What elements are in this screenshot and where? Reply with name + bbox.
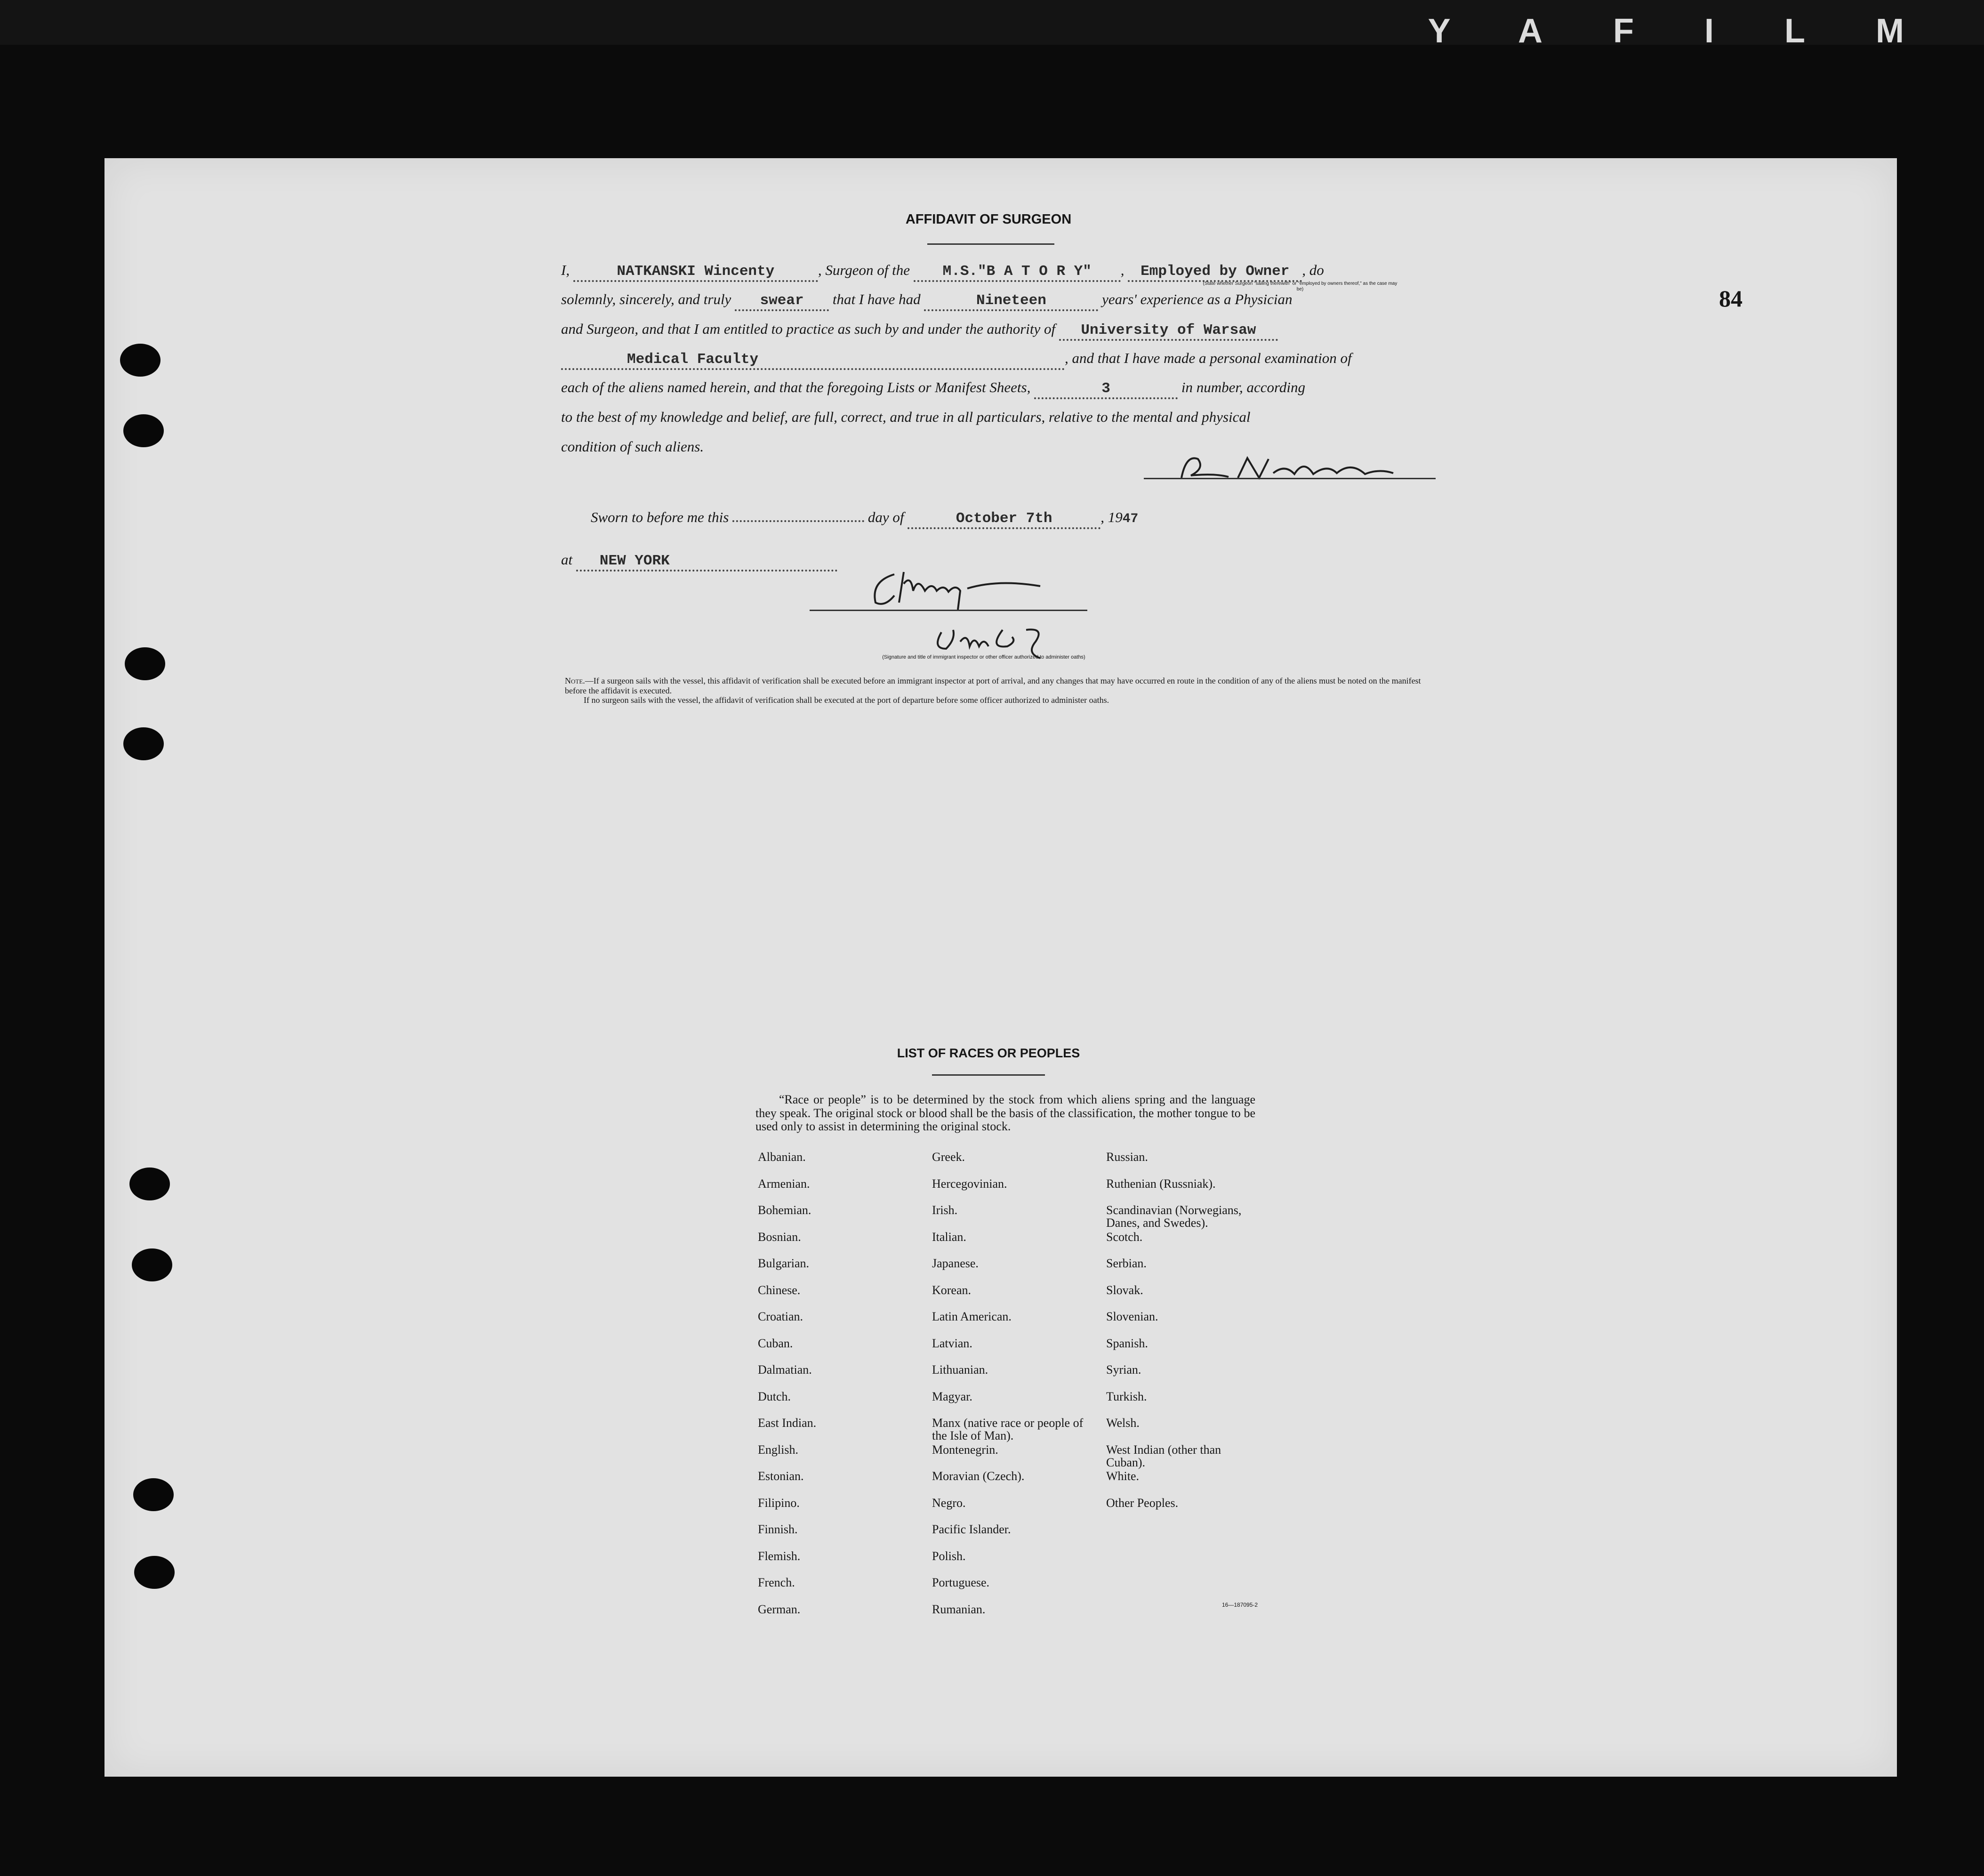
- race-entry: Estonian.: [758, 1469, 804, 1483]
- race-entry: Hercegovinian.: [932, 1176, 1007, 1191]
- race-entry: Albanian.: [758, 1150, 806, 1164]
- officer-signature: [866, 563, 1101, 614]
- race-entry: Turkish.: [1106, 1389, 1147, 1403]
- race-entry: East Indian.: [758, 1416, 817, 1430]
- vessel-name-field: M.S."B A T O R Y": [914, 263, 1121, 282]
- race-entry: Scandinavian (Norwegians, Danes, and Swedes).: [1106, 1203, 1242, 1230]
- officer-caption: (Signature and title of immigrant inspector or other officer authorized to administer oaths): [882, 654, 1085, 660]
- race-entry: Portuguese.: [932, 1576, 990, 1589]
- race-entry: Irish.: [932, 1203, 958, 1217]
- title-divider: [927, 243, 1054, 245]
- sworn-year: 47: [1122, 512, 1139, 526]
- punch-hole: [132, 1248, 172, 1281]
- affidavit-note: Note.—If a surgeon sails with the vessel, this affidavit of verification shall be executed before an immigrant inspector at port of arrival, and any changes that may have occurred en route in the condition of any of the aliens must be noted on the manifest before the affidavit is executed. If no surgeon sails with the vessel, the affidavit of verification shall be executed at the port of departure before some officer authorized to administer oaths.: [565, 676, 1421, 705]
- race-entry: Slovenian.: [1106, 1310, 1158, 1323]
- race-entry: Japanese.: [932, 1256, 979, 1270]
- affidavit-line-3: and Surgeon, and that I am entitled to practice as such by and under the authority of University of Warsaw: [561, 320, 1437, 341]
- race-entry: Welsh.: [1106, 1416, 1140, 1430]
- race-entry: Chinese.: [758, 1283, 801, 1297]
- race-entry: Moravian (Czech).: [932, 1469, 1025, 1483]
- punch-hole: [123, 727, 164, 760]
- race-entry: Flemish.: [758, 1549, 801, 1563]
- surgeon-signature: [1172, 450, 1436, 487]
- surgeon-name-field: NATKANSKI Wincenty: [573, 263, 818, 282]
- race-entry: Latvian.: [932, 1336, 972, 1350]
- experience-years-field: Nineteen: [924, 292, 1098, 311]
- race-entry: Dutch.: [758, 1389, 791, 1403]
- film-strip: [0, 0, 1984, 50]
- employment-hint: (State whether Surgeon "sailing therewith" or "employed by owners thereof," as the case may be): [1203, 281, 1398, 292]
- officer-signature-line: [810, 610, 1087, 611]
- races-intro: “Race or people” is to be determined by the stock from which aliens spring and the language they speak. The original stock or blood shall be the basis of the classification, the mother tongue to be used only to assist in determining the original stock.: [755, 1093, 1255, 1134]
- sworn-date-field: October 7th: [908, 510, 1100, 529]
- race-entry: Greek.: [932, 1150, 965, 1164]
- punch-hole: [134, 1556, 175, 1589]
- sworn-day-field: [732, 520, 864, 522]
- affidavit-line-5: each of the aliens named herein, and that the foregoing Lists or Manifest Sheets, 3 in number, according: [561, 378, 1437, 399]
- race-entry: Croatian.: [758, 1310, 803, 1323]
- authority-field-2: Medical Faculty: [561, 351, 1065, 370]
- race-entry: Serbian.: [1106, 1256, 1147, 1270]
- race-entry: Spanish.: [1106, 1336, 1148, 1350]
- race-entry: Dalmatian.: [758, 1363, 812, 1377]
- race-entry: Polish.: [932, 1549, 966, 1563]
- race-entry: German.: [758, 1602, 801, 1616]
- race-entry: Cuban.: [758, 1336, 793, 1350]
- race-entry: Lithuanian.: [932, 1363, 988, 1377]
- punch-hole: [123, 414, 164, 447]
- punch-hole: [125, 647, 165, 680]
- affidavit-title: AFFIDAVIT OF SURGEON: [905, 212, 1072, 227]
- affidavit-line-7: condition of such aliens.: [561, 438, 704, 455]
- race-entry: Bulgarian.: [758, 1256, 810, 1270]
- form-number: 16—187095-2: [1222, 1602, 1258, 1608]
- surgeon-signature-line: [1144, 478, 1436, 479]
- place-line: at NEW YORK: [561, 551, 1437, 572]
- employment-field: Employed by Owner: [1128, 263, 1302, 282]
- races-title-divider: [932, 1074, 1045, 1076]
- race-entry: Montenegrin.: [932, 1442, 998, 1457]
- race-entry: Pacific Islander.: [932, 1522, 1011, 1536]
- race-entry: Ruthenian (Russniak).: [1106, 1176, 1216, 1191]
- race-entry: Finnish.: [758, 1522, 798, 1536]
- race-entry: Italian.: [932, 1230, 966, 1244]
- race-entry: English.: [758, 1442, 798, 1457]
- races-list-title: LIST OF RACES OR PEOPLES: [897, 1046, 1080, 1060]
- race-entry: Korean.: [932, 1283, 972, 1297]
- oath-field: swear: [735, 292, 829, 311]
- affidavit-line-1: I, NATKANSKI Wincenty , Surgeon of the M.S."B A T O R Y" , Employed by Owner , do: [561, 261, 1437, 282]
- race-entry: Latin American.: [932, 1310, 1012, 1323]
- punch-hole: [129, 1167, 170, 1200]
- race-entry: Syrian.: [1106, 1363, 1141, 1377]
- sheets-count-field: 3: [1034, 380, 1178, 399]
- page-number: 84: [1719, 285, 1743, 312]
- race-entry: French.: [758, 1576, 795, 1589]
- race-entry: Rumanian.: [932, 1602, 986, 1616]
- race-entry: Other Peoples.: [1106, 1496, 1179, 1510]
- race-entry: Negro.: [932, 1496, 966, 1510]
- sworn-line: Sworn to before me this day of October 7th , 1947: [591, 508, 1466, 529]
- punch-hole: [133, 1478, 174, 1511]
- affidavit-line-2: solemnly, sincerely, and truly swear that I have had Nineteen years' experience as a Physician: [561, 290, 1437, 311]
- race-entry: Bohemian.: [758, 1203, 811, 1217]
- race-entry: Slovak.: [1106, 1283, 1143, 1297]
- film-strip-code: YAFILM: [1428, 12, 1975, 50]
- race-entry: White.: [1106, 1469, 1140, 1483]
- punch-hole: [120, 344, 161, 377]
- race-entry: West Indian (other than Cuban).: [1106, 1442, 1221, 1469]
- place-field: NEW YORK: [576, 552, 837, 572]
- race-entry: Armenian.: [758, 1176, 810, 1191]
- race-entry: Scotch.: [1106, 1230, 1143, 1244]
- race-entry: Filipino.: [758, 1496, 800, 1510]
- race-entry: Magyar.: [932, 1389, 972, 1403]
- race-entry: Russian.: [1106, 1150, 1148, 1164]
- authority-field-1: University of Warsaw: [1059, 322, 1278, 341]
- race-entry: Manx (native race or people of the Isle of Man).: [932, 1416, 1084, 1443]
- affidavit-line-4: Medical Faculty , and that I have made a personal examination of: [561, 349, 1437, 370]
- race-entry: Bosnian.: [758, 1230, 801, 1244]
- affidavit-line-6: to the best of my knowledge and belief, are full, correct, and true in all particulars, relative to the mental and physical: [561, 409, 1251, 425]
